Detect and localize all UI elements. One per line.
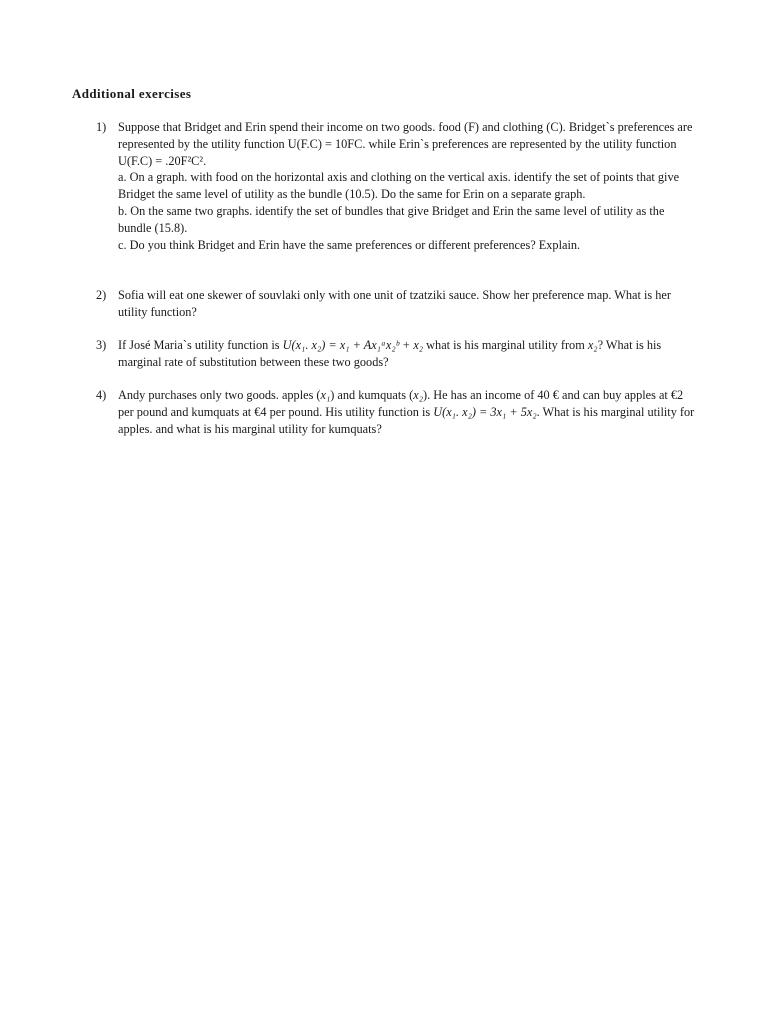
section-heading: Additional exercises (72, 86, 192, 101)
text-segment: ) and kumquats ( (330, 388, 414, 402)
exercise-text (118, 337, 696, 371)
variable: x₁ (320, 388, 331, 402)
exercise-body (118, 387, 696, 437)
exercise-part-c: c. Do you think Bridget and Erin have the same preferences or different preferences? Explain. (118, 237, 581, 252)
variable: x₂ (587, 338, 598, 352)
exercise-text (118, 387, 696, 437)
exercise-number: 1) (96, 120, 107, 134)
exercise-number: 2) (96, 288, 107, 302)
exercise-text: Sofia will eat one skewer of souvlaki only with one unit of tzatziki sauce. Show her preference map. What is her utility function? (118, 288, 671, 319)
text-segment: If José Maria`s utility function is (118, 338, 283, 352)
exercise-part-a: a. On a graph. with food on the horizontal axis and clothing on the vertical axis. identify the set of points that give Bridget the same level of utility as the bundle (10.5). Do the same for Erin on a separate graph. (118, 170, 680, 202)
text-segment: . What is his marginal utility for apples. and what is his marginal utility for kumquats? (118, 404, 695, 436)
exercise-body (118, 337, 696, 371)
text-segment: Andy purchases only two goods. apples ( (118, 388, 321, 402)
exercise-text: Suppose that Bridget and Erin spend their income on two goods. food (F) and clothing (C). Bridget`s preferences are represented by the utility function U(F.C) = 10FC. while Erin`s preferences are represented by the utility function U(F.C) = .20F²C². (118, 120, 693, 168)
text-segment: what is his marginal utility from (423, 338, 588, 352)
exercise-body (118, 119, 696, 253)
exercise-body (118, 287, 696, 321)
text-segment: ? What is his marginal rate of substitution between these two goods? (118, 338, 662, 369)
variable: x₂ (413, 388, 423, 402)
exercise-number: 3) (96, 338, 107, 352)
utility-formula: U(x₁. x₂) = x₁ + Ax₁ᵃx₂ᵇ + x₂ (282, 338, 424, 352)
text-segment: ). He has an income of 40 € and can buy apples at €2 per pound and kumquats at €4 per pound. His utility function is (118, 388, 684, 419)
exercise-part-b: b. On the same two graphs. identify the set of bundles that give Bridget and Erin the same level of utility as the bundle (15.8). (118, 203, 665, 235)
exercise-number: 4) (96, 388, 107, 402)
utility-formula: U(x₁. x₂) = 3x₁ + 5x₂ (433, 404, 537, 419)
